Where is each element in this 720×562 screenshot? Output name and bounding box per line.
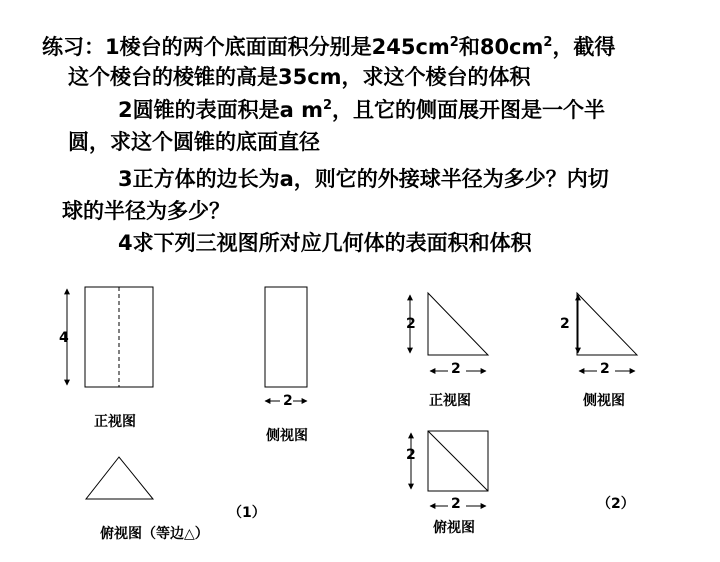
fig2-top-width-label: 2 (451, 496, 461, 512)
fig1-front-caption: 正视图 (94, 414, 136, 430)
exercise-line-2: 这个棱台的棱锥的高是35cm，求这个棱台的体积 (68, 65, 531, 89)
fig2-front-width-label: 2 (451, 361, 461, 377)
fig2-top-height-label: 2 (406, 447, 416, 463)
fig2-number: （2） (597, 496, 635, 512)
exercise-line-6: 球的半径为多少？ (62, 199, 230, 223)
exercise-line-4: 圆，求这个圆锥的底面直径 (68, 130, 320, 154)
fig2-top-caption: 俯视图 (433, 520, 475, 536)
fig2-front-caption: 正视图 (429, 393, 471, 409)
fig2-front-view (428, 293, 488, 355)
exercise-line-5: 3正方体的边长为a，则它的外接球半径为多少？内切 (118, 167, 609, 191)
fig1-side-caption: 侧视图 (266, 428, 308, 444)
fig1-side-view (265, 287, 307, 387)
fig1-width-label: 2 (283, 393, 293, 409)
fig2-side-width-label: 2 (600, 361, 610, 377)
exercise-line-3: 2圆锥的表面积是a $m^2$，且它的侧面展开图是一个半 (118, 98, 606, 122)
fig1-height-label: 4 (59, 330, 69, 346)
fig2-top-diagonal (428, 431, 488, 491)
fig1-top-view (86, 457, 153, 499)
fig2-side-view (577, 293, 637, 355)
fig1-number: （1） (228, 505, 266, 521)
fig2-side-height-label: 2 (560, 316, 570, 332)
exercise-line-1: 练习：1棱台的两个底面面积分别是$245cm^2$和$80cm^2$，截得 (42, 35, 616, 59)
exercise-line-7: 4求下列三视图所对应几何体的表面积和体积 (118, 231, 532, 255)
fig2-front-height-label: 2 (406, 316, 416, 332)
fig1-top-caption: 俯视图（等边△） (100, 526, 209, 542)
fig2-side-caption: 侧视图 (583, 393, 625, 409)
